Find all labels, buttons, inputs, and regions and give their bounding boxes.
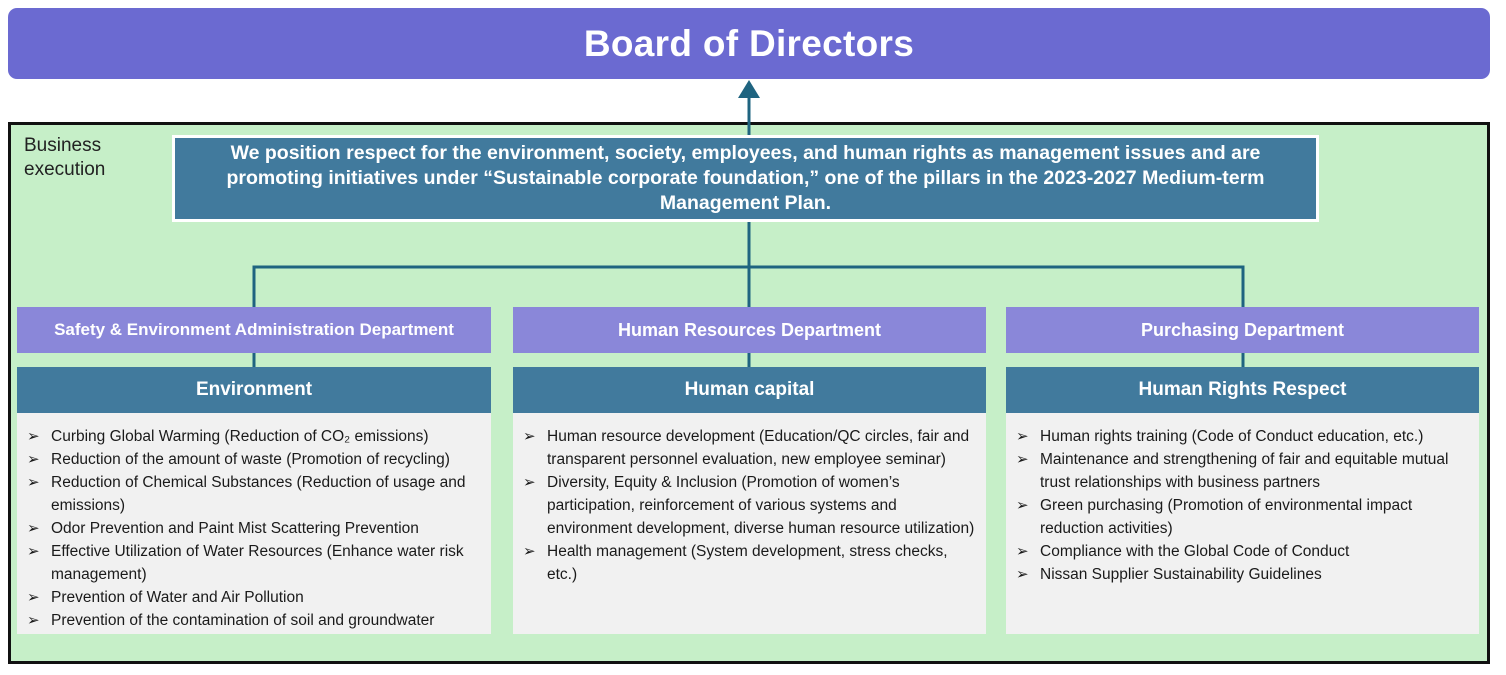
arrowhead-bullet-icon: ➢ [27,520,40,537]
list-item-text: Diversity, Equity & Inclusion (Promotion of women’s participation, reinforcement of various systems and environment development, diverse human resource utilization) [547,474,975,537]
arrowhead-bullet-icon: ➢ [1016,428,1029,445]
arrowhead-bullet-icon: ➢ [27,451,40,468]
arrowhead-bullet-icon: ➢ [523,543,536,560]
dept-human-resources [513,307,986,353]
list-item [1014,448,1471,494]
list-item [1014,425,1471,448]
list-item-text: Effective Utilization of Water Resources (Enhance water risk management) [51,543,464,583]
environment-initiatives-list [17,413,491,634]
list-item-text: Curbing Global Warming (Reduction of CO₂ emissions) [51,428,429,445]
list-item-text: Reduction of Chemical Substances (Reduction of usage and emissions) [51,474,466,514]
list-item-text: Nissan Supplier Sustainability Guidelines [1040,566,1322,583]
list-item-text: Human resource development (Education/QC circles, fair and transparent personnel evaluation, new employee seminar) [547,428,970,468]
dept-safety-environment [17,307,491,353]
dept-label: Human Resources Department [617,319,882,340]
list-item [25,586,483,609]
arrowhead-bullet-icon: ➢ [1016,451,1029,468]
list-item-text: Health management (System development, stress checks, etc.) [547,543,948,583]
arrowhead-bullet-icon: ➢ [27,428,40,445]
list-item-text: Prevention of the contamination of soil and groundwater [51,612,435,629]
human-rights-initiatives-list [1006,413,1479,634]
arrowhead-bullet-icon: ➢ [1016,543,1029,560]
area-environment [17,367,491,413]
list-item [1014,540,1471,563]
list-item [25,448,483,471]
dept-purchasing [1006,307,1479,353]
list-item [25,540,483,586]
policy-statement-text: We position respect for the environment, society, employees, and human rights as management issues and are promoting initiatives under “Sustainable corporate foundation,” one of the pillars in the 2023-2027 Medium-term Management Plan. [226,142,1265,214]
arrowhead-bullet-icon: ➢ [27,589,40,606]
arrowhead-bullet-icon: ➢ [523,474,536,491]
dept-label: Safety & Environment Administration Department [54,320,454,339]
list-item [1014,494,1471,540]
list-item-text: Odor Prevention and Paint Mist Scattering Prevention [51,520,419,537]
dept-label: Purchasing Department [1140,319,1345,340]
list-item [1014,563,1471,586]
business-execution-label-text: Business execution [24,135,106,180]
area-label: Human capital [684,379,815,400]
area-human-capital [513,367,986,413]
list-item [521,471,978,540]
list-item-text: Prevention of Water and Air Pollution [51,589,304,606]
list-item-text: Reduction of the amount of waste (Promotion of recycling) [51,451,450,468]
up-arrow-icon [738,80,760,98]
list-item-text: Human rights training (Code of Conduct education, etc.) [1040,428,1424,445]
arrowhead-bullet-icon: ➢ [27,474,40,491]
policy-statement-box [172,135,1319,222]
arrowhead-bullet-icon: ➢ [523,428,536,445]
arrowhead-bullet-icon: ➢ [1016,566,1029,583]
human-capital-initiatives-list [513,413,986,634]
list-item-text: Maintenance and strengthening of fair and equitable mutual trust relationships with business partners [1040,451,1449,491]
list-item [25,609,483,632]
arrowhead-bullet-icon: ➢ [1016,497,1029,514]
arrowhead-bullet-icon: ➢ [27,612,40,629]
area-label: Environment [195,379,313,400]
list-item [25,425,483,448]
arrowhead-bullet-icon: ➢ [27,543,40,560]
area-label: Human Rights Respect [1138,379,1347,400]
list-item [25,517,483,540]
list-item [25,471,483,517]
list-item-text: Green purchasing (Promotion of environmental impact reduction activities) [1040,497,1413,537]
area-human-rights-respect [1006,367,1479,413]
list-item [521,425,978,471]
list-item-text: Compliance with the Global Code of Conduct [1040,543,1350,560]
board-title: Board of Directors [583,22,915,64]
list-item [521,540,978,586]
